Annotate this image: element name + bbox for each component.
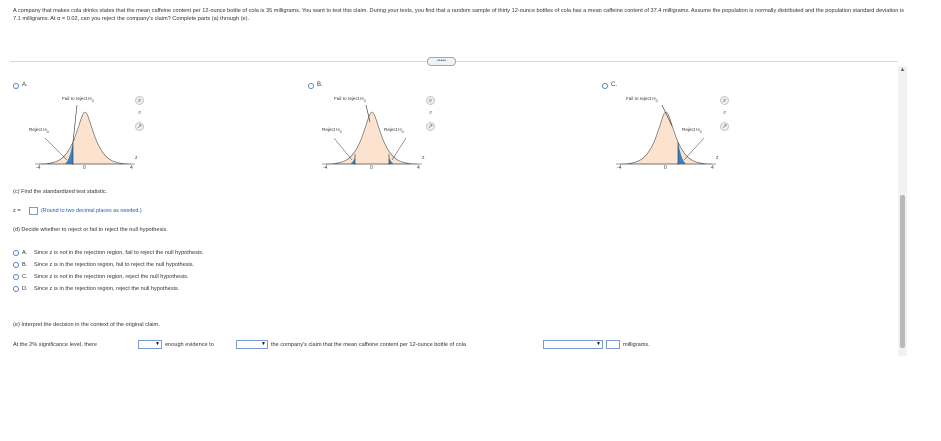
option-letter: B. — [22, 262, 28, 268]
option-letter: C. — [611, 82, 617, 88]
radio-decision-a[interactable] — [13, 250, 19, 256]
reject-support-dropdown[interactable] — [236, 340, 268, 349]
radio-decision-d[interactable] — [13, 286, 19, 292]
radio-option-c[interactable] — [602, 83, 608, 89]
radio-option-b[interactable] — [308, 83, 314, 89]
option-text: Since z is not in the rejection region, fail to reject the null hypothesis. — [34, 250, 204, 256]
radio-decision-c[interactable] — [13, 274, 19, 280]
dropdown-arrow-icon: ▼ — [261, 341, 266, 347]
zoom-out-icon[interactable]: ⌕ — [138, 110, 142, 116]
normal-curve-graph — [35, 102, 135, 172]
axis-tick-left: -4 — [617, 165, 622, 171]
dropdown-arrow-icon: ▼ — [155, 341, 160, 347]
curve-body — [620, 112, 712, 164]
open-new-window-icon[interactable]: ↗ — [427, 124, 434, 130]
reject-label-right: Reject $H_0$ — [682, 127, 702, 134]
decision-option-c[interactable] — [13, 273, 413, 282]
part-c-heading: (c) Find the standardized test statistic. — [13, 189, 108, 195]
sentence-part-1: At the 2% significance level, there — [13, 342, 97, 348]
option-letter: A. — [22, 82, 28, 88]
z-statistic-input[interactable] — [29, 207, 38, 215]
zoom-in-icon[interactable]: ⌕ — [720, 96, 729, 105]
normal-curve-graph — [322, 102, 422, 172]
z-label: z = — [13, 208, 21, 214]
sentence-part-4: milligrams. — [623, 342, 650, 348]
fail-to-reject-label: Fail to reject $H_0$ — [334, 96, 366, 103]
decision-option-d[interactable] — [13, 285, 413, 294]
axis-tick-mid: 0 — [83, 165, 86, 171]
option-letter: A. — [22, 250, 28, 256]
curve-body — [326, 112, 418, 164]
is-is-not-dropdown[interactable] — [138, 340, 162, 349]
axis-tick-mid: 0 — [370, 165, 373, 171]
scrollbar-thumb[interactable] — [900, 195, 905, 348]
relation-dropdown[interactable] — [543, 340, 603, 349]
decision-option-a[interactable] — [13, 249, 413, 258]
graph-option-b — [308, 80, 458, 180]
open-new-window-icon[interactable]: ↗ — [136, 124, 143, 130]
reject-label-right: Reject $H_0$ — [384, 127, 404, 134]
fail-to-reject-label: Fail to reject $H_0$ — [626, 96, 658, 103]
show-more-button[interactable]: ••••• — [427, 57, 456, 66]
reject-label-left: Reject $H_0$ — [29, 127, 49, 134]
zoom-in-icon[interactable]: ⌕ — [426, 96, 435, 105]
radio-option-a[interactable] — [13, 83, 19, 89]
option-letter: C. — [22, 274, 28, 280]
option-letter: B. — [317, 82, 323, 88]
axis-tick-mid: 0 — [664, 165, 667, 171]
zoom-out-icon[interactable]: ⌕ — [429, 110, 433, 116]
axis-tick-right: 4 — [130, 165, 133, 171]
reject-left-pointer — [334, 138, 352, 160]
part-e-heading: (e) Interpret the decision in the context of the original claim. — [13, 322, 160, 328]
decision-option-b[interactable] — [13, 261, 413, 270]
axis-tick-right: 4 — [711, 165, 714, 171]
zoom-out-icon[interactable]: ⌕ — [723, 110, 727, 116]
part-d-heading: (d) Decide whether to reject or fail to reject the null hypothesis. — [13, 227, 168, 233]
fail-to-reject-label: Fail to reject $H_0$ — [62, 96, 94, 103]
scroll-up-arrow-icon[interactable]: ▲ — [899, 67, 906, 73]
normal-curve-graph — [616, 102, 716, 172]
option-text: Since z is in the rejection region, reject the null hypothesis. — [34, 286, 180, 292]
axis-variable: z — [422, 155, 425, 161]
reject-label-pointer — [45, 138, 67, 160]
option-text: Since z is in the rejection region, fail to reject the null hypothesis. — [34, 262, 195, 268]
axis-variable: z — [135, 155, 138, 161]
reject-label-pointer — [684, 138, 704, 160]
curve-body — [39, 112, 131, 164]
option-text: Since z is not in the rejection region, reject the null hypothesis. — [34, 274, 189, 280]
open-new-window-icon[interactable]: ↗ — [721, 124, 728, 130]
graph-option-c — [602, 80, 752, 180]
axis-variable: z — [716, 155, 719, 161]
radio-decision-b[interactable] — [13, 262, 19, 268]
axis-tick-left: -4 — [323, 165, 328, 171]
rounding-hint: (Round to two decimal places as needed.) — [41, 208, 142, 214]
option-letter: D. — [22, 286, 28, 292]
reject-label-left: Reject $H_0$ — [322, 127, 342, 134]
problem-statement: A company that makes cola drinks states that the mean caffeine content per 12-ounce bottle of cola is 35 milligrams. You want to test this claim. During your tests, you find that a random sample of thirty 12-ounce bottles of cola has a mean caffeine content of 37.4 milligrams. Assume the population is normally distributed and the population standard deviation is 7.1 milligrams. At α = 0.02, can you reject the company's claim? Complete parts (a) through (e). — [13, 8, 904, 22]
milligrams-input[interactable] — [606, 340, 620, 349]
sentence-part-3: the company's claim that the mean caffeine content per 12-ounce bottle of cola — [271, 342, 466, 348]
zoom-in-icon[interactable]: ⌕ — [135, 96, 144, 105]
graph-option-a — [13, 80, 163, 180]
reject-right-pointer — [392, 138, 406, 160]
axis-tick-left: -4 — [36, 165, 41, 171]
dropdown-arrow-icon: ▼ — [596, 341, 601, 347]
axis-tick-right: 4 — [417, 165, 420, 171]
sentence-part-2: enough evidence to — [165, 342, 214, 348]
